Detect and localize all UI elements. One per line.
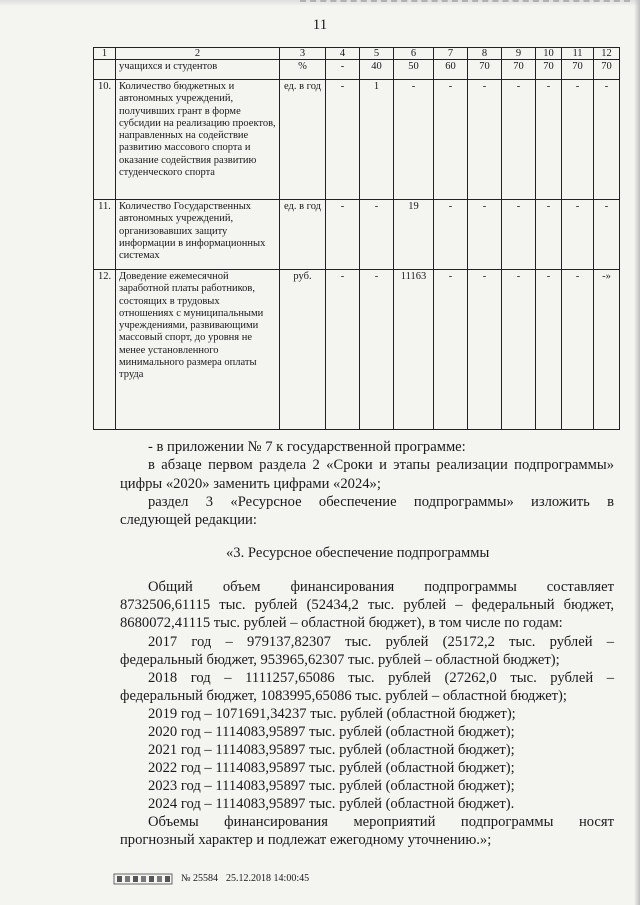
body-line: 2023 год – 1114083,95897 тыс. рублей (областной бюджет); xyxy=(148,778,515,794)
body-line: 8680072,41115 тыс. рублей – областной бюджет), в том числе по годам: xyxy=(120,615,563,631)
table-header-cell: 2 xyxy=(116,48,280,60)
document-number: № 25584 xyxy=(181,872,219,884)
value-cell: - xyxy=(536,270,562,430)
value-cell: - xyxy=(536,200,562,270)
value-cell: - xyxy=(360,200,394,270)
value-cell: 19 xyxy=(394,200,434,270)
body-line: 2019 год – 1071691,34237 тыс. рублей (областной бюджет); xyxy=(148,706,516,722)
body-line: 2022 год – 1114083,95897 тыс. рублей (областной бюджет); xyxy=(148,760,515,776)
registry-logo-icon xyxy=(113,871,173,885)
value-cell: - xyxy=(502,80,536,200)
value-cell: 11163 xyxy=(394,270,434,430)
table-header-cell: 4 xyxy=(326,48,360,60)
value-cell: - xyxy=(326,60,360,80)
row-number: 10. xyxy=(94,80,116,200)
scan-top-smudge xyxy=(300,0,630,10)
body-line: Объемы финансирования мероприятий подпрограммы носят xyxy=(148,814,614,830)
body-line: в абзаце первом раздела 2 «Сроки и этапы реализации подпрограммы» xyxy=(148,457,614,473)
value-cell: - xyxy=(326,80,360,200)
unit-cell: % xyxy=(280,60,326,80)
value-cell: 70 xyxy=(562,60,594,80)
value-cell: 60 xyxy=(434,60,468,80)
table-header-cell: 11 xyxy=(562,48,594,60)
body-line: 8732506,61115 тыс. рублей (52434,2 тыс. рублей – федеральный бюджет, xyxy=(120,597,614,613)
body-line: федеральный бюджет, 953965,62307 тыс. рублей – областной бюджет); xyxy=(120,652,560,668)
row-number: 12. xyxy=(94,270,116,430)
document-footer xyxy=(113,871,309,885)
value-cell: - xyxy=(562,200,594,270)
value-cell: - xyxy=(434,80,468,200)
body-line: прогнозный характер и подлежат ежегодному уточнению.»; xyxy=(120,832,492,848)
table-header-cell: 8 xyxy=(468,48,502,60)
body-line: 2018 год – 1111257,65086 тыс. рублей (27262,0 тыс. рублей – xyxy=(148,670,614,686)
indicator-name: Количество бюджетных и автономных учреждений, получивших грант в форме субсидии на реализацию проектов, направленных на содействие развитию массового спорта и оказание содействия развитию студенческого спорта xyxy=(116,80,280,200)
value-cell: - xyxy=(394,80,434,200)
unit-cell: руб. xyxy=(280,270,326,430)
scan-right-edge xyxy=(634,0,640,905)
table-row xyxy=(94,270,620,430)
body-line: 2024 год – 1114083,95897 тыс. рублей (областной бюджет). xyxy=(148,796,515,812)
value-cell: - xyxy=(502,270,536,430)
body-line: следующей редакции: xyxy=(120,512,257,528)
table-header-cell: 12 xyxy=(594,48,620,60)
table-header-cell: 10 xyxy=(536,48,562,60)
value-cell: - xyxy=(562,80,594,200)
value-cell: 70 xyxy=(502,60,536,80)
value-cell: 40 xyxy=(360,60,394,80)
section-title: «3. Ресурсное обеспечение подпрограммы xyxy=(226,545,490,561)
value-cell: - xyxy=(536,80,562,200)
row-number xyxy=(94,60,116,80)
body-line: - в приложении № 7 к государственной программе: xyxy=(148,439,466,455)
table-header-cell: 9 xyxy=(502,48,536,60)
value-cell: 50 xyxy=(394,60,434,80)
value-cell: - xyxy=(434,200,468,270)
unit-cell: ед. в год xyxy=(280,200,326,270)
body-line: 2020 год – 1114083,95897 тыс. рублей (областной бюджет); xyxy=(148,724,515,740)
table-header-cell: 6 xyxy=(394,48,434,60)
value-cell: -» xyxy=(594,270,620,430)
value-cell: - xyxy=(502,200,536,270)
table-row xyxy=(94,80,620,200)
body-line: раздел 3 «Ресурсное обеспечение подпрограммы» изложить в xyxy=(148,494,614,510)
value-cell: - xyxy=(594,200,620,270)
body-line: 2021 год – 1114083,95897 тыс. рублей (областной бюджет); xyxy=(148,742,515,758)
value-cell: - xyxy=(562,270,594,430)
value-cell: - xyxy=(468,270,502,430)
indicator-name: Количество Государственных автономных учреждений, организовавших защиту информации в информационных системах xyxy=(116,200,280,270)
table-row xyxy=(94,60,620,80)
table-header-cell: 3 xyxy=(280,48,326,60)
value-cell: 1 xyxy=(360,80,394,200)
table-header-cell: 1 xyxy=(94,48,116,60)
body-line: Общий объем финансирования подпрограммы составляет xyxy=(148,579,614,595)
value-cell: - xyxy=(326,270,360,430)
value-cell: - xyxy=(434,270,468,430)
body-line: цифры «2020» заменить цифрами «2024»; xyxy=(120,476,381,492)
table-header-cell: 7 xyxy=(434,48,468,60)
value-cell: 70 xyxy=(594,60,620,80)
body-line: федеральный бюджет, 1083995,65086 тыс. рублей – областной бюджет); xyxy=(120,688,567,704)
table-header-row xyxy=(94,48,620,60)
table-row xyxy=(94,200,620,270)
body-line: 2017 год – 979137,82307 тыс. рублей (25172,2 тыс. рублей – xyxy=(148,634,614,650)
page-number: 11 xyxy=(312,17,328,33)
value-cell: - xyxy=(468,80,502,200)
value-cell: 70 xyxy=(468,60,502,80)
unit-cell: ед. в год xyxy=(280,80,326,200)
document-datetime: 25.12.2018 14:00:45 xyxy=(226,872,310,884)
value-cell: - xyxy=(326,200,360,270)
indicator-name: учащихся и студентов xyxy=(116,60,280,80)
value-cell: 70 xyxy=(536,60,562,80)
row-number: 11. xyxy=(94,200,116,270)
value-cell: - xyxy=(468,200,502,270)
indicators-table xyxy=(93,47,620,430)
value-cell: - xyxy=(594,80,620,200)
table-header-cell: 5 xyxy=(360,48,394,60)
indicator-name: Доведение ежемесячной заработной платы работников, состоящих в трудовых отношениях с муниципальными учреждениями, развивающими массовый спорт, до уровня не менее установленного минимального размера оплаты труда xyxy=(116,270,280,430)
value-cell: - xyxy=(360,270,394,430)
